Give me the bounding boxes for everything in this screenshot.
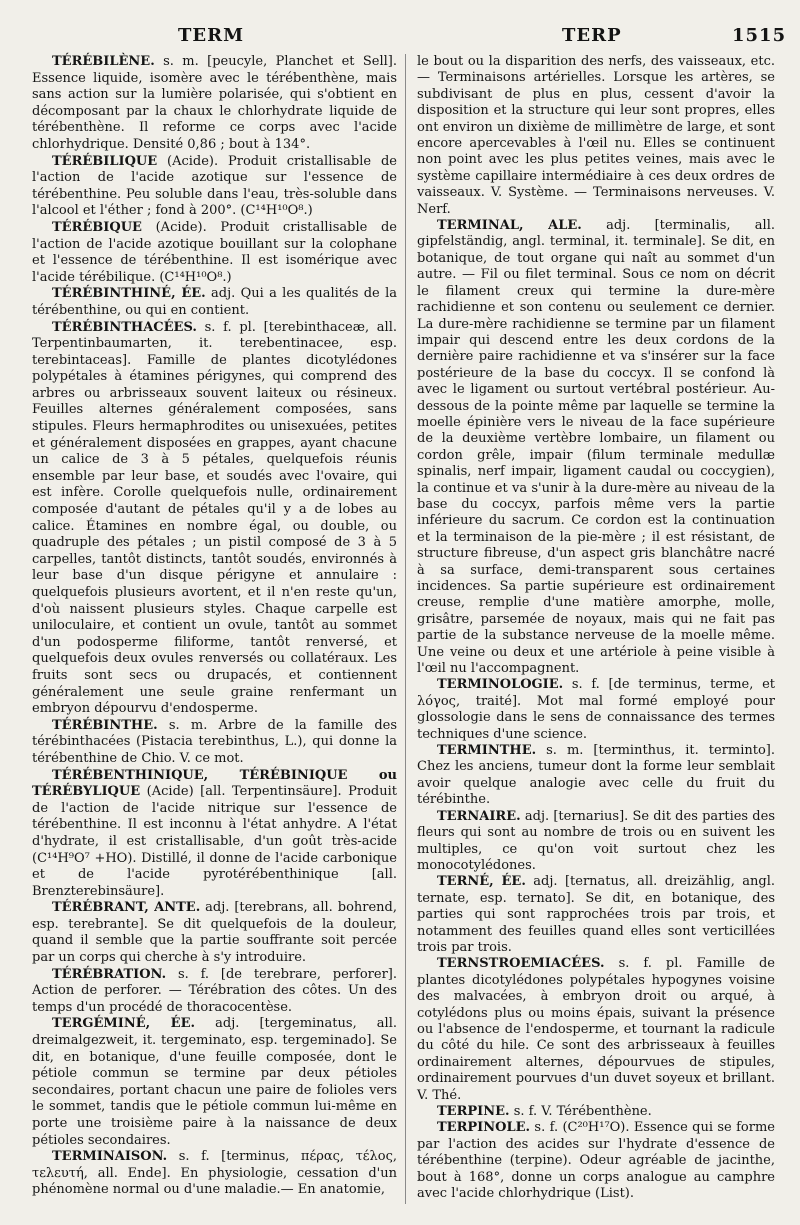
entry-headword: TERPINOLE. xyxy=(437,1120,531,1136)
page-number: 1515 xyxy=(732,25,787,46)
entry-headword: TERNAIRE. xyxy=(437,808,521,824)
entry-definition: s. f. [de terminus, terme, et λόγος, traité]. Mot mal formé employé pour glossologie dans le sens de connaissance des termes techniques d'une science. xyxy=(417,677,775,742)
entry-headword: TÉRÉBINTHE. xyxy=(52,717,158,733)
entry-definition: s. f. V. Térébenthène. xyxy=(509,1104,652,1119)
entry-definition: adj. [terminalis, all. gipfelständig, angl. terminal, it. terminale]. Se dit, en botanique, de tout organe qui naît au sommet d'un autre. — Fil ou filet terminal. Sous ce nom on décrit le filament creux qui termine la dure-mère rachidienne et son contenu ou seulement ce dernier. La dure-mère rachidienne se termine par un filament impair qui descend entre les deux cordons de la dernière paire rachidienne et va s'insérer sur la face postérieure de la base du coccyx. Il se confond là avec le ligament ou surtout vertébral postérieur. Au-dessous de la pointe même par laquelle se termine la moelle épinière vers le niveau de la face supérieure de la deuxième vertèbre lombaire, un filament ou cordon grêle, impair (filum terminale medullæ spinalis, nerf impair, ligament caudal ou coccygien), la continue et va s'unir à la dure-mère au niveau de la base du coccyx, parfois même vers la partie inférieure du sacrum. Ce cordon est la continuation et la terminaison de la pie-mère ; il est résistant, de structure fibreuse, d'un aspect gris blanchâtre nacré à sa surface, demi-transparent sous certaines incidences. Sa partie supérieure est ordinairement creuse, remplie d'une matière amorphe, molle, grisâtre, parsemée de noyaux, mais qui ne fait pas partie de la substance nerveuse de la moelle même. Une veine ou deux et une artériole à peine visible à l'œil nu l'accompagnent. xyxy=(417,218,775,677)
entry-headword: TERNÉ, ÉE. xyxy=(437,874,526,890)
dictionary-entry xyxy=(32,1149,397,1199)
entry-headword: TÉRÉBRANT, ANTE. xyxy=(52,900,201,916)
running-header xyxy=(0,4,800,48)
dictionary-entry xyxy=(32,320,397,718)
dictionary-entry xyxy=(417,874,775,956)
entry-headword: TERPINE. xyxy=(437,1104,510,1119)
dictionary-entry xyxy=(417,1120,775,1202)
entry-definition: s. f. [terminus, πέρας, τέλος, τελευτή, all. Ende]. En physiologie, cessation d'un phénomène normal ou d'une maladie.— En anatomie, xyxy=(32,1149,397,1198)
dictionary-entry xyxy=(32,768,397,901)
entry-definition: (Acide). Produit cristallisable de l'action de l'acide azotique sur l'essence de térébenthine. Peu soluble dans l'eau, très-soluble dans l'alcool et l'éther ; fond à 200°. (C¹⁴H¹⁰O⁸.) xyxy=(32,153,397,219)
entry-definition: (Acide) [all. Terpentinsäure]. Produit de l'action de l'acide nitrique sur l'essence de térébenthine. Il est inconnu à l'état anhydre. A l'état d'hydrate, il est cristallisable, d'un goût très-acide (C¹⁴H⁹O⁷ +HO). Distillé, il donne de l'acide carbonique et de l'acide pyrotérébenthinique [all. Brenzterebinsäure]. xyxy=(32,784,397,899)
dictionary-entry xyxy=(32,54,397,154)
dictionary-entry xyxy=(417,218,775,677)
dictionary-entry xyxy=(417,677,775,743)
entry-definition: s. f. (C²⁰H¹⁷O). Essence qui se forme par l'action des acides sur l'hydrate d'essence de térébenthine (terpine). Odeur agréable de jacinthe, bout à 168°, donne un corps analogue au camphre avec l'acide chlorhydrique (List). xyxy=(417,1120,775,1202)
entry-headword: TÉRÉBILÈNE. xyxy=(52,54,155,69)
entry-definition: le bout ou la disparition des nerfs, des vaisseaux, etc. — Terminaisons artérielles. Lorsque les artères, se subdivisant de plus en plus, cessent d'avoir la disposition et la structure qui leur sont propres, elles ont environ un dixième de millimètre de large, et sont encore apercevables à l'œil nu. Elles se continuent non point avec les plus petites veines, mais avec le système capillaire intermédiaire à ces deux ordres de vaisseaux. V. Système. — Terminaisons nerveuses. V. Nerf. xyxy=(417,54,775,217)
entry-headword: TERMINAISON. xyxy=(52,1149,168,1165)
entry-headword: TERMINOLOGIE. xyxy=(437,677,564,693)
entry-definition: s. f. [de terebrare, perforer]. Action de perforer. — Térébration des côtes. Un des temps d'un procédé de thoracocentèse. xyxy=(32,966,397,1015)
entry-definition: s. f. pl. [terebinthaceæ, all. Terpentinbaumarten, it. terebentinacee, esp. terebintaceas]. Famille de plantes dicotylédones polypétales à étamines périgynes, qui comprend des arbres ou arbrisseaux souvent laiteux ou résineux. Feuilles alternes généralement composées, sans stipules. Fleurs hermaphrodites ou unisexuées, petites et généralement disposées en grappes, ayant chacune un calice de 3 à 5 pétales, quelquefois réunis ensemble par leur base, et soudés avec l'ovaire, qui est infère. Corolle quelquefois nulle, ordinairement composée d'autant de pétales qu'il y a de lobes au calice. Étamines en nombre égal, ou double, ou quadruple des pétales ; un pistil composé de 3 à 5 carpelles, tantôt distincts, tantôt soudés, environnés à leur base d'un disque périgyne et annulaire : quelquefois plusieurs avortent, et il n'en reste qu'un, d'où naissent plusieurs styles. Chaque carpelle est uniloculaire, et contient un ovule, tantôt au sommet d'un podosperme filiforme, tantôt renversé, et quelquefois deux ovules renversés ou collatéraux. Les fruits sont secs ou drupacés, et contiennent généralement une seule graine renfermant un embryon dépourvu d'endosperme. xyxy=(32,319,397,717)
entry-definition: s. m. Arbre de la famille des térébinthacées (Pistacia terebinthus, L.), qui donne la térébenthine de Chio. V. ce mot. xyxy=(32,717,397,766)
entry-definition: (Acide). Produit cristallisable de l'action de l'acide azotique bouillant sur la colophane et l'essence de térébenthine. Il est isomérique avec l'acide térébilique. (C¹⁴H¹⁰O⁸.) xyxy=(32,219,397,285)
entry-headword: TÉRÉBRATION. xyxy=(52,966,167,982)
header-right-word: TERP xyxy=(562,25,622,46)
entry-headword: TÉRÉBINTHINÉ, ÉE. xyxy=(52,286,206,302)
dictionary-entry xyxy=(32,1016,397,1149)
left-column xyxy=(32,54,397,1199)
entry-definition: adj. [tergeminatus, all. dreimalgezweit, it. tergeminato, esp. tergeminado]. Se dit, en botanique, d'une feuille composée, dont le pétiole commun se termine par deux pétioles secondaires, portant chacun une paire de folioles vers le sommet, tandis que le pétiole commun lui-même en porte une troisième paire à la naissance de deux pétioles secondaires. xyxy=(32,1016,397,1148)
entry-headword: TERMINAL, ALE. xyxy=(437,218,582,234)
header-left-word: TERM xyxy=(178,25,244,46)
dictionary-entry xyxy=(32,286,397,319)
entry-headword: TÉRÉBENTHINIQUE, TÉRÉBINIQUE ou TÉRÉBYLIQUE xyxy=(32,767,397,800)
entry-headword: TERMINTHE. xyxy=(437,743,537,759)
entry-headword: TÉRÉBINTHACÉES. xyxy=(52,319,197,335)
entry-definition: adj. [terebrans, all. bohrend, esp. terebrante]. Se dit quelquefois de la douleur, quand il semble que la partie souffrante soit percée par un corps qui cherche à s'y introduire. xyxy=(32,900,397,966)
dictionary-entry xyxy=(417,1104,775,1120)
dictionary-entry xyxy=(417,809,775,875)
entry-definition: adj. [ternarius]. Se dit des parties des fleurs qui sont au nombre de trois ou en suivent les multiples, ce qu'on voit surtout chez les monocotylédones. xyxy=(417,808,775,873)
entry-headword: TÉRÉBILIQUE xyxy=(52,153,158,169)
dictionary-entry xyxy=(32,220,397,286)
entry-definition: s. m. [peucyle, Planchet et Sell]. Essence liquide, isomère avec le térébenthène, mais sans action sur la lumière polarisée, qui s'obtient en décomposant par la chaux le chlorhydrate liquide de térébenthène. Il reforme ce corps avec l'acide chlorhydrique. Densité 0,86 ; bout à 134°. xyxy=(32,54,397,152)
dictionary-entry xyxy=(417,956,775,1104)
entry-definition: adj. Qui a les qualités de la térébenthine, ou qui en contient. xyxy=(32,286,397,318)
entry-definition: s. m. [terminthus, it. terminto]. Chez les anciens, tumeur dont la forme leur semblait avoir quelque analogie avec celle du fruit du térébinthe. xyxy=(417,743,775,808)
column-divider xyxy=(405,54,406,1204)
right-column xyxy=(417,54,775,1202)
entry-definition: s. f. pl. Famille de plantes dicotylédones polypétales hypogynes voisine des malvacées, à embryon droit ou arqué, à cotylédons plus ou moins épais, suivant la présence ou l'absence de l'endosperme, et tournant la radicule du côté du hile. Ce sont des arbrisseaux à feuilles ordinairement alternes, dépourvues de stipules, ordinairement pourvues d'un duvet soyeux et brillant. V. Thé. xyxy=(417,956,775,1103)
dictionary-entry xyxy=(32,967,397,1017)
dictionary-entry xyxy=(417,54,775,218)
entry-headword: TÉRÉBIQUE xyxy=(52,219,142,235)
entry-definition: adj. [ternatus, all. dreizählig, angl. ternate, esp. ternato]. Se dit, en botanique, des parties qui sont rapprochées trois par trois, et notamment des feuilles quand elles sont verticillées trois par trois. xyxy=(417,874,776,955)
dictionary-entry xyxy=(32,718,397,768)
dictionary-entry xyxy=(32,154,397,220)
entry-headword: TERGÉMINÉ, ÉE. xyxy=(52,1016,196,1032)
entry-headword: TERNSTROEMIACÉES. xyxy=(437,956,605,972)
dictionary-entry xyxy=(417,743,775,809)
dictionary-entry xyxy=(32,900,397,966)
